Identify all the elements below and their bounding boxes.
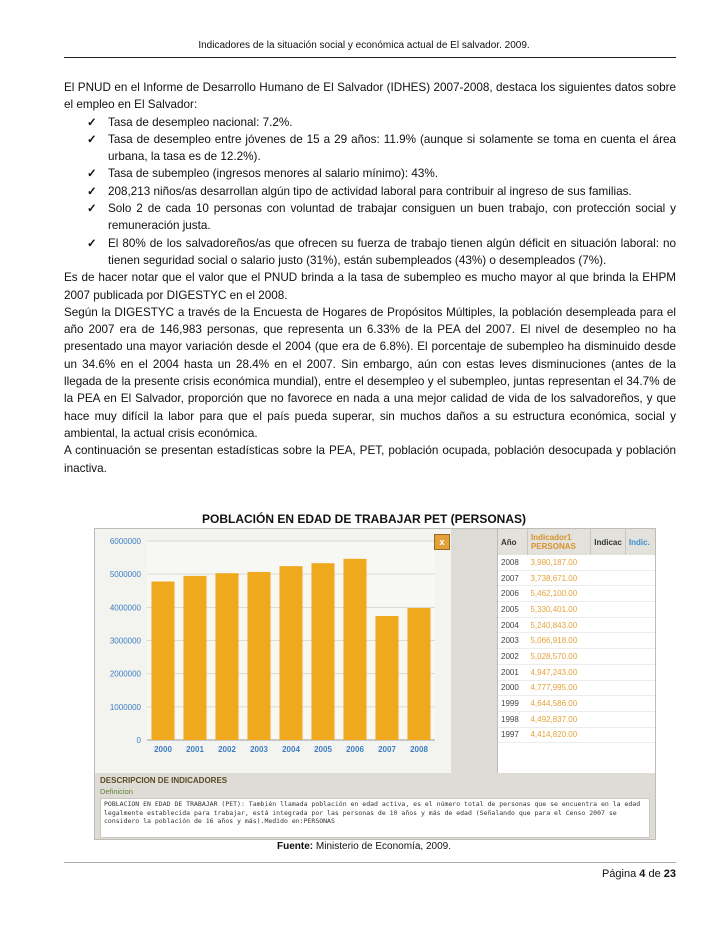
bullet-text: Solo 2 de cada 10 personas con voluntad de trabajar consiguen un buen trabajo, con protección social y remuneración justa. (108, 202, 676, 233)
cell-value: 5,462,100.00 (527, 586, 590, 602)
table-row (498, 696, 656, 712)
bar (343, 559, 366, 740)
paragraph-stats-intro: A continuación se presentan estadísticas sobre la PEA, PET, población ocupada, población desocupada y población inactiva. (64, 444, 676, 475)
cell-empty (625, 649, 656, 665)
col-header-indicador1[interactable]: Indicador1 PERSONAS (527, 529, 590, 555)
cell-empty (625, 664, 656, 680)
page-of: de (645, 868, 664, 880)
document-body (64, 79, 676, 477)
cell-value: 5,330,401.00 (527, 602, 590, 618)
cell-value: 3,980,187.00 (527, 555, 590, 570)
x-tick-label: 2006 (346, 745, 364, 754)
cell-value: 3,738,671.00 (527, 570, 590, 586)
cell-empty (591, 727, 626, 743)
cell-year: 2007 (498, 570, 527, 586)
page-header: Indicadores de la situación social y económica actual de El salvador. 2009. (198, 40, 530, 51)
cell-year: 1998 (498, 711, 527, 727)
checkmark-icon: ✓ (87, 132, 97, 146)
col-header-indicador2[interactable]: Indicac (591, 529, 626, 555)
cell-empty (625, 617, 656, 633)
cell-value: 5,028,570.00 (527, 649, 590, 665)
x-tick-label: 2005 (314, 745, 332, 754)
data-table (498, 529, 656, 743)
table-row (498, 680, 656, 696)
x-tick-label: 2007 (378, 745, 396, 754)
cell-year: 2005 (498, 602, 527, 618)
paragraph-pnud-note: Es de hacer notar que el valor que el PNUD brinda a la tasa de subempleo es mucho mayor al que brinda la EHPM 2007 publicada por DIGESTYC en el 2008. (64, 271, 676, 302)
description-subheading: Definicion (100, 787, 133, 796)
cell-empty (591, 555, 626, 570)
page-current: 4 (639, 868, 646, 880)
bullet-list (64, 114, 676, 270)
description-text: POBLACION EN EDAD DE TRABAJAR (PET): También llamada población en edad activa, es el número total de personas que se encuentra en la edad legalmente establecida para trabajar, está integrada por las personas de 10 años y más de edad (Señalando que para el Censo 2007 se considero la población de 16 años y más).Medido en:PERSONAS (100, 798, 650, 838)
cell-empty (625, 570, 656, 586)
table-row (498, 617, 656, 633)
cell-empty (625, 555, 656, 570)
cell-value: 4,644,586.00 (527, 696, 590, 712)
y-tick-label: 1000000 (109, 702, 141, 712)
cell-value: 4,777,995.00 (527, 680, 590, 696)
table-row (498, 664, 656, 680)
bullet-text: Tasa de desempleo nacional: 7.2%. (108, 115, 293, 129)
cell-empty (591, 570, 626, 586)
table-row (498, 586, 656, 602)
cell-year: 1999 (498, 696, 527, 712)
cell-empty (625, 633, 656, 649)
cell-empty (625, 602, 656, 618)
checkmark-icon: ✓ (87, 184, 97, 198)
cell-year: 1997 (498, 727, 527, 743)
cell-year: 2008 (498, 555, 527, 570)
pet-bar-chart (95, 529, 451, 773)
cell-empty (625, 680, 656, 696)
x-tick-label: 2000 (154, 745, 172, 754)
cell-year: 2003 (498, 633, 527, 649)
cell-empty (625, 696, 656, 712)
cell-year: 2002 (498, 649, 527, 665)
table-header-row (498, 529, 656, 555)
bullet-item (64, 183, 676, 200)
bullet-text: 208,213 niños/as desarrollan algún tipo de actividad laboral para contribuir al ingreso de sus familias. (108, 184, 632, 198)
y-tick-label: 3000000 (109, 636, 141, 646)
cell-year: 2004 (498, 617, 527, 633)
table-row (498, 602, 656, 618)
header-divider (64, 57, 676, 58)
cell-empty (625, 711, 656, 727)
checkmark-icon: ✓ (87, 167, 97, 181)
source-label: Fuente: (277, 841, 314, 852)
x-tick-label: 2001 (186, 745, 204, 754)
cell-year: 2001 (498, 664, 527, 680)
chart-panel (95, 529, 451, 773)
footer-divider (64, 862, 676, 863)
y-tick-label: 5000000 (109, 570, 141, 580)
checkmark-icon: ✓ (87, 236, 97, 250)
source-text: Ministerio de Economía, 2009. (313, 841, 451, 852)
cell-empty (625, 727, 656, 743)
export-excel-icon[interactable]: x (434, 534, 450, 550)
bar (151, 582, 174, 740)
page-prefix: Página (601, 868, 640, 880)
cell-empty (591, 586, 626, 602)
panel-divider (451, 529, 497, 773)
table-row (498, 711, 656, 727)
intro-paragraph: El PNUD en el Informe de Desarrollo Humano de El Salvador (IDHES) 2007-2008, destaca los siguientes datos sobre el empleo en El Salvador: (64, 81, 676, 112)
table-row (498, 633, 656, 649)
checkmark-icon: ✓ (87, 202, 97, 216)
pet-figure (94, 528, 656, 840)
y-tick-label: 2000000 (109, 669, 141, 679)
bar (279, 566, 302, 740)
cell-value: 5,066,918.00 (527, 633, 590, 649)
bullet-text: El 80% de los salvadoreños/as que ofrecen su fuerza de trabajo tienen algún déficit en situación laboral: no tienen seguridad social o salario justo (31%), están subempleados (43%) o desempleados (7%). (108, 236, 676, 267)
bar (183, 576, 206, 740)
description-heading: DESCRIPCION DE INDICADORES (100, 776, 228, 785)
bar (375, 616, 398, 740)
data-table-panel (497, 529, 656, 773)
table-row (498, 570, 656, 586)
figure-title: POBLACIÓN EN EDAD DE TRABAJAR PET (PERSONAS) (201, 512, 527, 526)
x-tick-label: 2002 (218, 745, 236, 754)
cell-value: 4,414,820.00 (527, 727, 590, 743)
cell-empty (591, 602, 626, 618)
cell-value: 5,240,843.00 (527, 617, 590, 633)
table-row (498, 555, 656, 570)
x-tick-label: 2003 (250, 745, 268, 754)
cell-year: 2006 (498, 586, 527, 602)
page-number (602, 868, 676, 880)
x-tick-label: 2008 (410, 745, 428, 754)
bullet-text: Tasa de desempleo entre jóvenes de 15 a 29 años: 11.9% (aunque si solamente se toma en cuenta el área urbana, la tasa es de 12.2%). (108, 132, 676, 164)
cell-empty (625, 586, 656, 602)
cell-empty (591, 649, 626, 665)
cell-empty (591, 617, 626, 633)
table-row (498, 649, 656, 665)
cell-value: 4,492,837.00 (527, 711, 590, 727)
y-tick-label: 0 (136, 736, 141, 745)
cell-year: 2000 (498, 680, 527, 696)
figure-source (0, 841, 728, 852)
col-header-indicador3[interactable]: Indic. (625, 529, 656, 555)
bar (407, 608, 430, 740)
col-header-year[interactable]: Año (498, 529, 527, 555)
bullet-item (64, 131, 676, 166)
indicator-description-panel (95, 773, 656, 840)
table-row (498, 727, 656, 743)
bar (215, 573, 238, 740)
page-total: 23 (663, 868, 676, 880)
bullet-text: Tasa de subempleo (ingresos menores al salario mínimo): 43%. (108, 167, 438, 181)
paragraph-digestyc: Según la DIGESTYC a través de la Encuesta de Hogares de Propósitos Múltiples, la población desempleada para el año 2007 era de 146,983 personas, que representa un 6.33% de la PEA del 2007. El nivel de desempleo no ha presentado una mayor variación desde el 2004 (que era de 6.8%). El porcentaje de subempleo ha disminuido desde un 34.6% en el 2004 hasta un 28.4% en el 2007. Sin embargo, aún con estas leves disminuciones (antes de la llegada de la presente crisis económica mundial), entre el desempleo y el subempleo, juntas representan el 34.7% de la PEA en El Salvador, proporción que no favorece en nada a una mejor calidad de vida de los salvadoreños, y que hace muy difícil la labor para que el país pueda superar, sin muchos daños a su estructura económica, social y ambiental, la actual crisis económica. (64, 305, 676, 440)
y-tick-label: 4000000 (109, 603, 141, 613)
cell-empty (591, 633, 626, 649)
cell-empty (591, 711, 626, 727)
checkmark-icon: ✓ (87, 115, 97, 129)
bullet-item (64, 235, 676, 270)
cell-value: 4,947,243.00 (527, 664, 590, 680)
bar (247, 572, 270, 740)
x-tick-label: 2004 (282, 745, 300, 754)
cell-empty (591, 664, 626, 680)
bullet-item (64, 114, 676, 131)
bar (311, 563, 334, 740)
bullet-item (64, 165, 676, 182)
y-tick-label: 6000000 (109, 537, 141, 546)
cell-empty (591, 680, 626, 696)
bullet-item (64, 200, 676, 235)
cell-empty (591, 696, 626, 712)
